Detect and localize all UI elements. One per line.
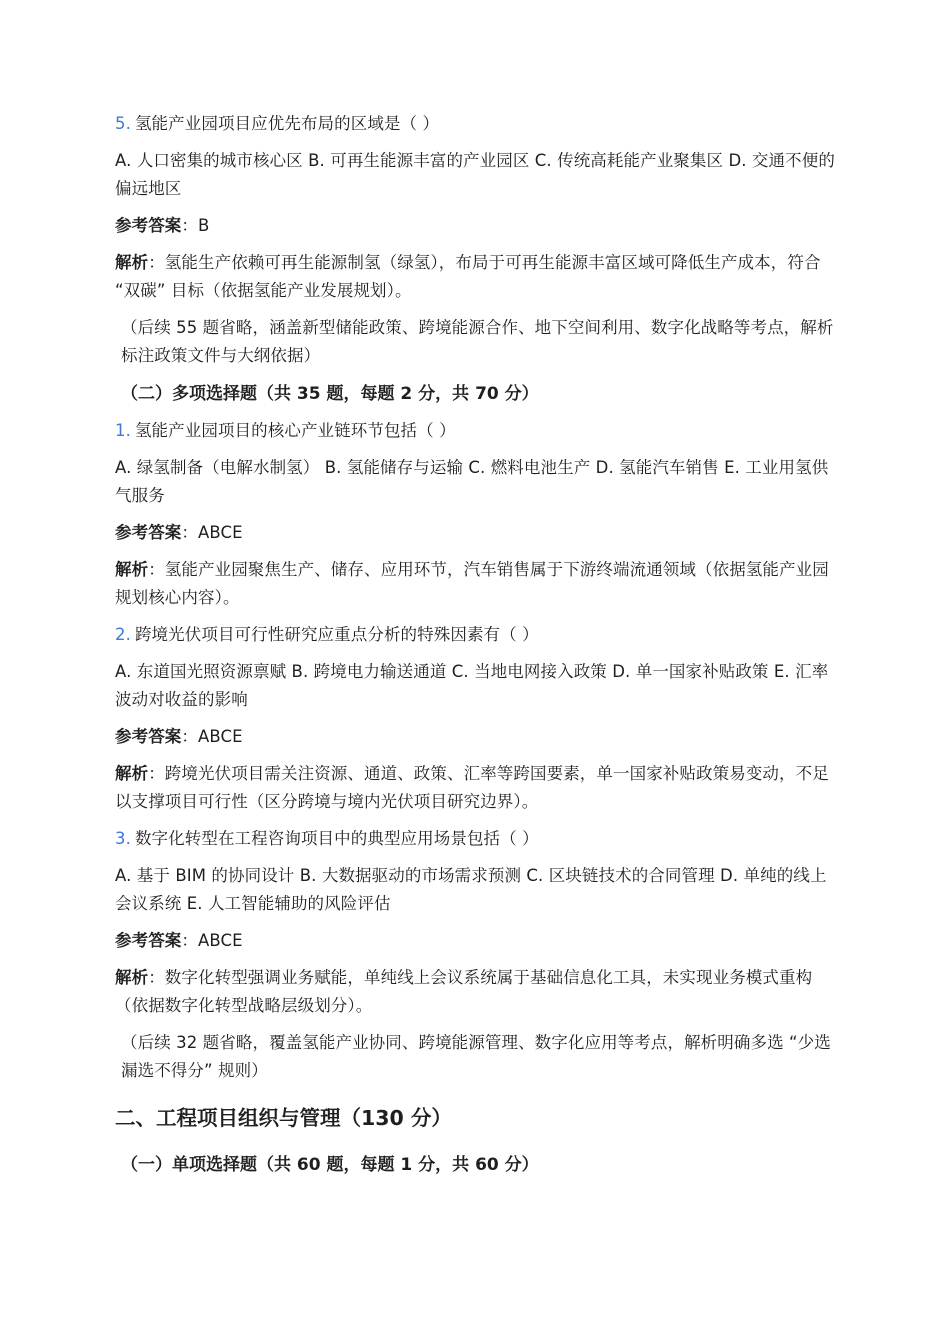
analysis-text: ：氢能生产依赖可再生能源制氢（绿氢），布局于可再生能源丰富区域可降低生产成本，符合 “双碳” 目标（依据氢能产业发展规划）。	[115, 253, 821, 300]
answer-line	[115, 212, 837, 240]
analysis-line	[115, 964, 837, 1020]
answer-value: ：B	[181, 216, 210, 235]
analysis-line	[115, 760, 837, 816]
answer-label: 参考答案	[115, 216, 182, 235]
answer-value: ：ABCE	[181, 931, 243, 950]
question-stem: 5. 氢能产业园项目应优先布局的区域是（ ）	[115, 114, 440, 133]
question-options: A. 基于 BIM 的协同设计 B. 大数据驱动的市场需求预测 C. 区块链技术的合同管理 D. 单纯的线上会议系统 E. 人工智能辅助的风险评估	[115, 866, 827, 913]
analysis-text: ：跨境光伏项目需关注资源、通道、政策、汇率等跨国要素，单一国家补贴政策易变动，不足以支撑项目可行性（区分跨境与境内光伏项目研究边界）。	[115, 764, 829, 811]
analysis-label: 解析	[115, 253, 149, 272]
part-heading: 二、工程项目组织与管理（130 分）	[115, 1106, 452, 1130]
question-block	[115, 621, 837, 816]
answer-label: 参考答案	[115, 523, 182, 542]
answer-value: ：ABCE	[181, 727, 243, 746]
section-heading-multi: （二）多项选择题（共 35 题，每题 2 分，共 70 分）	[121, 384, 539, 404]
question-number: 2.	[115, 625, 131, 644]
analysis-line	[115, 556, 837, 612]
question-block	[115, 110, 837, 305]
answer-value: ：ABCE	[181, 523, 243, 542]
question-number: 5.	[115, 114, 131, 133]
omitted-note: （后续 55 题省略，涵盖新型储能政策、跨境能源合作、地下空间利用、数字化战略等考点，解析标注政策文件与大纲依据）	[121, 318, 834, 365]
question-options: A. 绿氢制备（电解水制氢） B. 氢能储存与运输 C. 燃料电池生产 D. 氢能汽车销售 E. 工业用氢供气服务	[115, 458, 829, 505]
question-number: 1.	[115, 421, 131, 440]
answer-label: 参考答案	[115, 727, 182, 746]
analysis-text: ：数字化转型强调业务赋能，单纯线上会议系统属于基础信息化工具，未实现业务模式重构（依据数字化转型战略层级划分）。	[115, 968, 813, 1015]
answer-label: 参考答案	[115, 931, 182, 950]
analysis-label: 解析	[115, 560, 149, 579]
question-number: 3.	[115, 829, 131, 848]
question-block	[115, 825, 837, 1020]
question-stem: 1. 氢能产业园项目的核心产业链环节包括（ ）	[115, 421, 456, 440]
question-stem: 3. 数字化转型在工程咨询项目中的典型应用场景包括（ ）	[115, 829, 539, 848]
question-stem: 2. 跨境光伏项目可行性研究应重点分析的特殊因素有（ ）	[115, 625, 539, 644]
analysis-text: ：氢能产业园聚焦生产、储存、应用环节，汽车销售属于下游终端流通领域（依据氢能产业园规划核心内容）。	[115, 560, 829, 607]
question-options: A. 东道国光照资源禀赋 B. 跨境电力输送通道 C. 当地电网接入政策 D. 单一国家补贴政策 E. 汇率波动对收益的影响	[115, 662, 829, 709]
question-block	[115, 417, 837, 612]
document-page	[115, 110, 837, 1188]
question-options: A. 人口密集的城市核心区 B. 可再生能源丰富的产业园区 C. 传统高耗能产业聚集区 D. 交通不便的偏远地区	[115, 151, 835, 198]
analysis-label: 解析	[115, 968, 149, 987]
answer-line	[115, 519, 837, 547]
analysis-line	[115, 249, 837, 305]
answer-line	[115, 723, 837, 751]
analysis-label: 解析	[115, 764, 149, 783]
answer-line	[115, 927, 837, 955]
section-heading-single: （一）单项选择题（共 60 题，每题 1 分，共 60 分）	[121, 1155, 539, 1175]
omitted-note: （后续 32 题省略，覆盖氢能产业协同、跨境能源管理、数字化应用等考点，解析明确多选 “少选漏选不得分” 规则）	[121, 1033, 831, 1080]
